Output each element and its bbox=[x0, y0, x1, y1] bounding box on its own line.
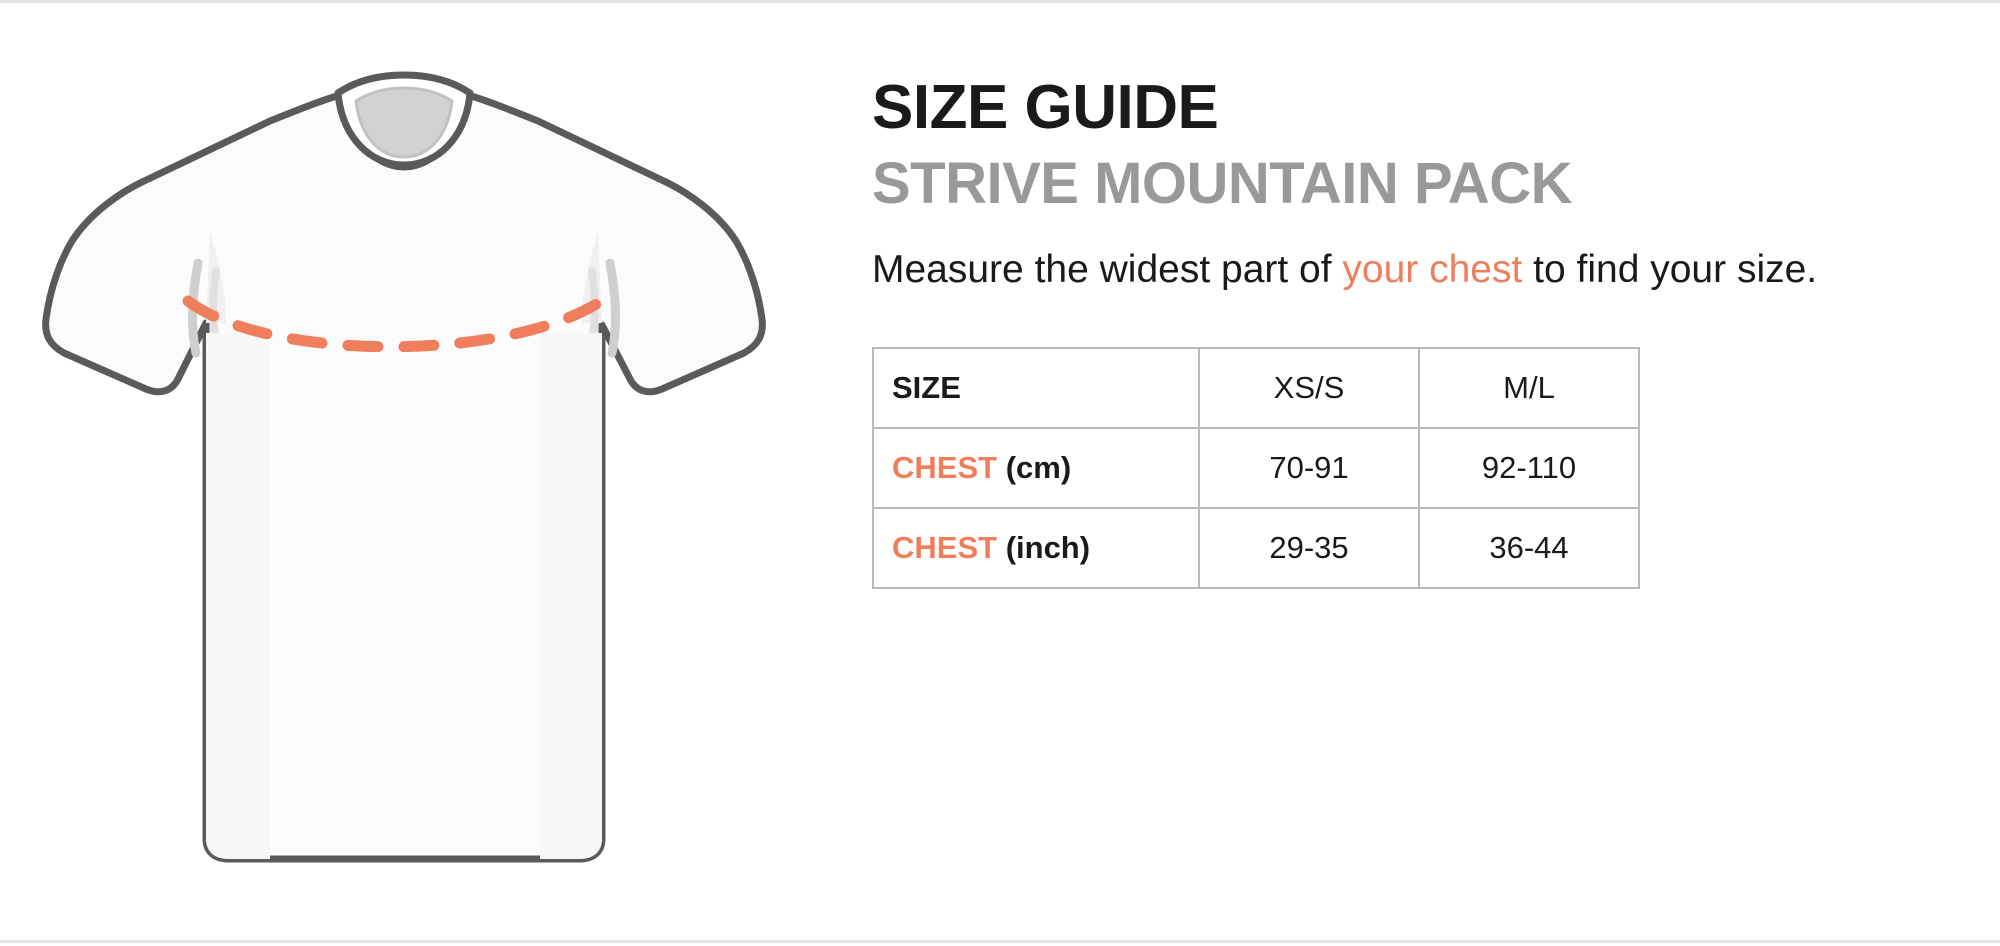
shirt-illustration-panel bbox=[0, 3, 840, 946]
row-label-accent: CHEST bbox=[892, 449, 998, 485]
cell-chest-inch-m-l: 36-44 bbox=[1419, 508, 1639, 588]
row-label-accent: CHEST bbox=[892, 529, 998, 565]
size-chart-table bbox=[872, 347, 1640, 589]
size-guide-content bbox=[872, 75, 1932, 589]
row-label-chest-cm bbox=[873, 428, 1199, 508]
page-title: SIZE GUIDE bbox=[872, 73, 1219, 142]
row-label-unit: (inch) bbox=[997, 529, 1091, 565]
table-header-row bbox=[873, 348, 1639, 428]
table-row bbox=[873, 508, 1639, 588]
row-label-chest-inch bbox=[873, 508, 1199, 588]
instructions-text-part-1: Measure the widest part of bbox=[872, 247, 1343, 291]
cell-chest-inch-xs-s: 29-35 bbox=[1199, 508, 1419, 588]
table-header-size: SIZE bbox=[873, 348, 1199, 428]
table-row bbox=[873, 428, 1639, 508]
t-shirt-front-view bbox=[20, 33, 800, 913]
page-subtitle: STRIVE MOUNTAIN PACK bbox=[872, 151, 1572, 217]
instructions-text-part-2: to find your size. bbox=[1522, 247, 1818, 291]
cell-chest-cm-m-l: 92-110 bbox=[1419, 428, 1639, 508]
instructions-highlight: your chest bbox=[1342, 247, 1523, 291]
table-header-m-l: M/L bbox=[1419, 348, 1639, 428]
measure-instructions bbox=[872, 245, 1852, 295]
row-label-unit: (cm) bbox=[997, 449, 1072, 485]
table-header-xs-s: XS/S bbox=[1199, 348, 1419, 428]
cell-chest-cm-xs-s: 70-91 bbox=[1199, 428, 1419, 508]
